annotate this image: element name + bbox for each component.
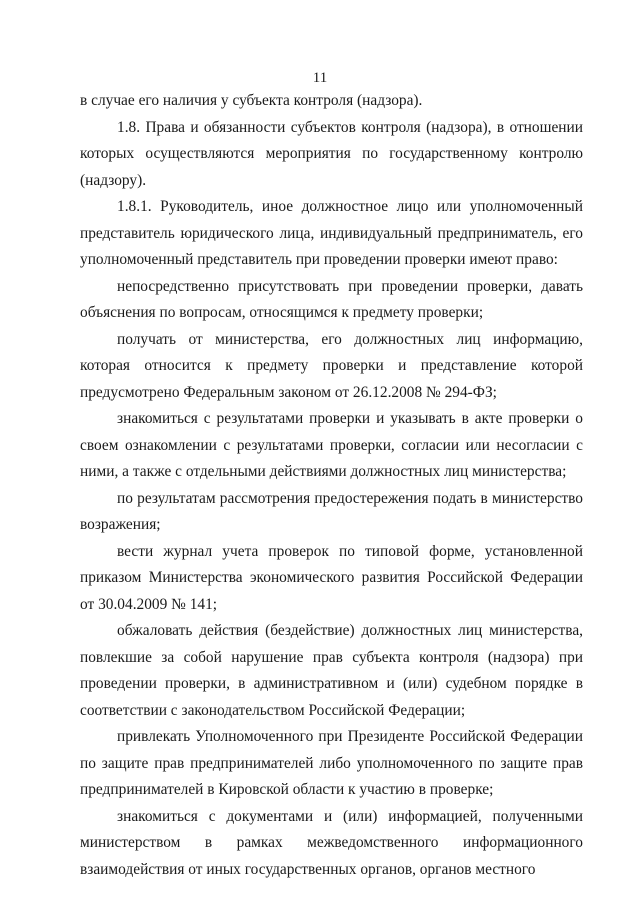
paragraph-right-receive-info: получать от министерства, его должностных лиц информацию, которая относится к предмету проверки и представление которой предусмотрено Федеральным законом от 26.12.2008 № 294-ФЗ; — [80, 330, 583, 401]
paragraph-section-1-8: 1.8. Права и обязанности субъектов контроля (надзора), в отношении которых осуществляются мероприятия по государственному контролю (надзору). — [80, 118, 583, 189]
paragraph-right-review-results: знакомиться с результатами проверки и указывать в акте проверки о своем ознакомлении с результатами проверки, согласии или несогласии с ними, а также с отдельными действиями должностных лиц министерства; — [80, 410, 583, 480]
document-body — [80, 88, 583, 883]
paragraph-right-appeal: обжаловать действия (бездействие) должностных лиц министерства, повлекшие за собой нарушение прав субъекта контроля (надзора) при проведении проверки, в административном и (или) судебном порядке в соответствии с законодательством Российской Федерации; — [80, 622, 583, 719]
page-number: 11 — [312, 70, 328, 86]
paragraph-right-documents: знакомиться с документами и (или) информацией, полученными министерством в рамках межведомственного информационного взаимодействия от иных государственных органов, органов местного — [80, 807, 583, 878]
paragraph-right-objection: по результатам рассмотрения предостережения подать в министерство возражения; — [80, 489, 583, 533]
paragraph-continuation: в случае его наличия у субъекта контроля (надзора). — [80, 92, 423, 109]
paragraph-section-1-8-1: 1.8.1. Руководитель, иное должностное лицо или уполномоченный представитель юридического лица, индивидуальный предприниматель, его уполномоченный представитель при проведении проверки имеют право: — [80, 198, 583, 268]
paragraph-right-ombudsman: привлекать Уполномоченного при Президенте Российской Федерации по защите прав предпринимателей либо уполномоченного по защите прав предпринимателей в Кировской области к участию в проверке; — [80, 728, 583, 798]
paragraph-right-attend: непосредственно присутствовать при проведении проверки, давать объяснения по вопросам, относящимся к предмету проверки; — [80, 277, 583, 321]
paragraph-right-log: вести журнал учета проверок по типовой форме, установленной приказом Министерства экономического развития Российской Федерации от 30.04.2009 № 141; — [80, 542, 583, 613]
